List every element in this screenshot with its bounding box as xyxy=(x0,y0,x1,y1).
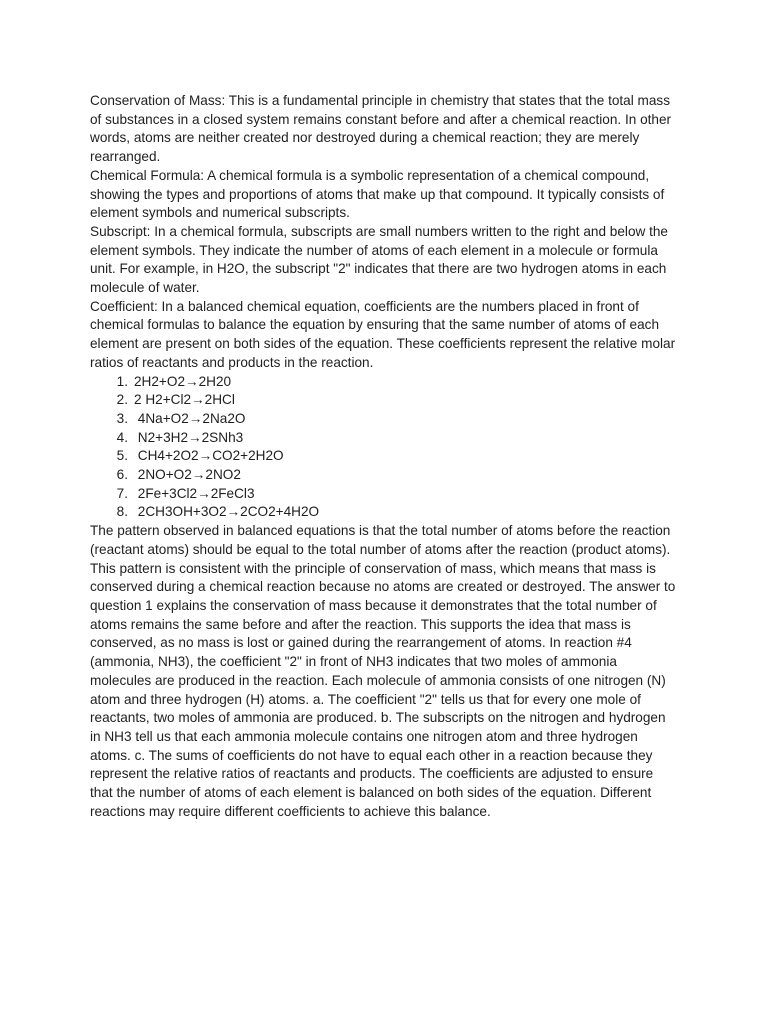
equation-text: N2+3H2→2SNh3 xyxy=(134,429,244,445)
equation-text: 4Na+O2→2Na2O xyxy=(134,410,246,426)
equation-text: 2H2+O2→2H20 xyxy=(134,373,232,389)
document-page xyxy=(90,92,678,821)
equation-number: 6. xyxy=(116,467,128,483)
equation-number: 5. xyxy=(116,448,128,464)
paragraph-chemical-formula: Chemical Formula: A chemical formula is a symbolic representation of a chemical compound, showing the types and proportions of atoms that make up that compound. It typically consists of element symbols and numerical subscripts. xyxy=(90,167,665,221)
equation-list xyxy=(90,373,678,523)
equation-item xyxy=(90,391,678,410)
equation-item xyxy=(90,447,678,466)
equation-number: 3. xyxy=(116,410,128,426)
paragraph-coefficient: Coefficient: In a balanced chemical equation, coefficients are the numbers placed in front of chemical formulas to balance the equation by ensuring that the same number of atoms of each element are present on both sides of the equation. These coefficients represent the relative molar ratios of reactants and products in the reaction. xyxy=(90,298,676,370)
equation-text: 2Fe+3Cl2→2FeCl3 xyxy=(134,485,255,501)
equation-number: 4. xyxy=(116,429,128,445)
equation-text: CH4+2O2→CO2+2H2O xyxy=(134,448,284,464)
equation-item xyxy=(90,429,678,448)
equation-text: 2NO+O2→2NO2 xyxy=(134,467,241,483)
equation-text: 2 H2+Cl2→2HCl xyxy=(134,392,235,408)
paragraph-conservation-of-mass: Conservation of Mass: This is a fundamental principle in chemistry that states that the total mass of substances in a closed system remains constant before and after a chemical reaction. In other words, atoms are neither created nor destroyed during a chemical reaction; they are merely rearranged. xyxy=(90,93,672,165)
equation-item xyxy=(90,466,678,485)
paragraph-balanced-equations-pattern: The pattern observed in balanced equations is that the total number of atoms before the reaction (reactant atoms) should be equal to the total number of atoms after the reaction (product atoms). This pattern is consistent with the principle of conservation of mass, which means that mass is conserved during a chemical reaction because no atoms are created or destroyed. The answer to question 1 explains the conservation of mass because it demonstrates that the total number of atoms remains the same before and after the reaction. This supports the idea that mass is conserved, as no mass is lost or gained during the rearrangement of atoms. In reaction #4 (ammonia, NH3), the coefficient "2" in front of NH3 indicates that two moles of ammonia molecules are produced in the reaction. Each molecule of ammonia consists of one nitrogen (N) atom and three hydrogen (H) atoms. a. The coefficient "2" tells us that for every one mole of reactants, two moles of ammonia are produced. b. The subscripts on the nitrogen and hydrogen in NH3 tell us that each ammonia molecule contains one nitrogen atom and three hydrogen atoms. c. The sums of coefficients do not have to equal each other in a reaction because they represent the relative ratios of reactants and products. The coefficients are adjusted to ensure that the number of atoms of each element is balanced on both sides of the equation. Different reactions may require different coefficients to achieve this balance. xyxy=(90,523,676,819)
equation-item xyxy=(90,485,678,504)
equation-number: 8. xyxy=(116,504,128,520)
paragraph-subscript: Subscript: In a chemical formula, subscripts are small numbers written to the right and below the element symbols. They indicate the number of atoms of each element in a molecule or formula unit. For example, in H2O, the subscript "2" indicates that there are two hydrogen atoms in each molecule of water. xyxy=(90,223,668,296)
equation-number: 7. xyxy=(116,485,128,501)
equation-number: 2. xyxy=(116,392,128,408)
equation-item xyxy=(90,373,678,392)
equation-number: 1. xyxy=(116,373,128,389)
equation-text: 2CH3OH+3O2→2CO2+4H2O xyxy=(134,504,320,520)
equation-item xyxy=(90,503,678,522)
equation-item xyxy=(90,410,678,429)
